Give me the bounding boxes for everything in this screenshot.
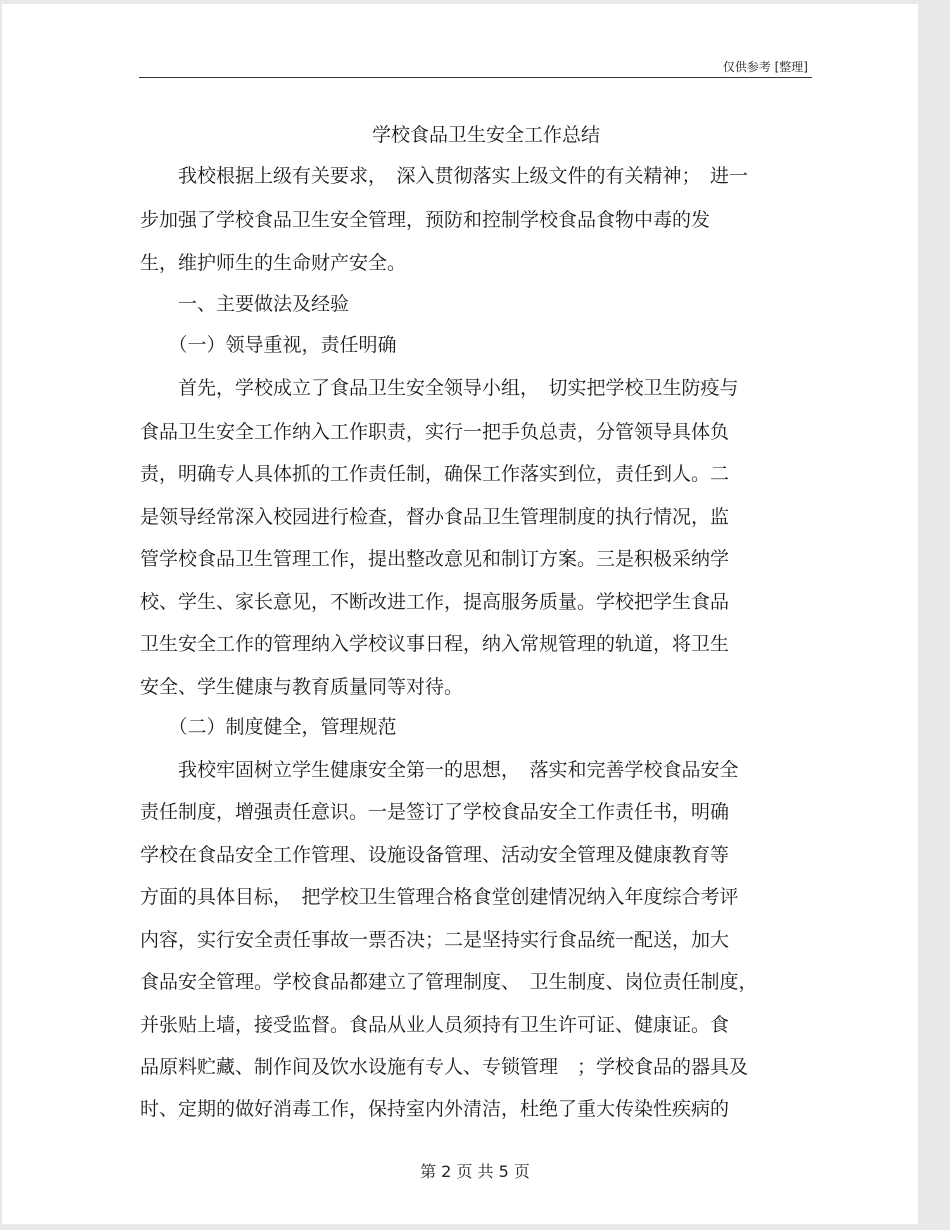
body-line: 是领导经常深入校园进行检查，督办食品卫生管理制度的执行情况，监 [140,506,730,528]
body-line: 卫生安全工作的管理纳入学校议事日程，纳入常规管理的轨道，将卫生 [140,633,730,655]
body-line: 生，维护师生的生命财产安全。 [140,252,407,274]
page-number: 第 2 页 共 5 页 [420,1162,530,1181]
body-line: 我校根据上级有关要求， 深入贯彻落实上级文件的有关精神； 进一 [140,165,749,187]
body-line: 品原料贮藏、制作间及饮水设施有专人、专锁管理 ；学校食品的器具及 [140,1056,749,1078]
body-line: 并张贴上墙，接受监督。食品从业人员须持有卫生许可证、健康证。食 [140,1014,730,1036]
document-page [2,4,918,1224]
body-line: 责任制度，增强责任意识。一是签订了学校食品安全工作责任书，明确 [140,801,730,823]
body-line: 首先，学校成立了食品卫生安全领导小组， 切实把学校卫生防疫与 [140,377,739,399]
body-line: 内容，实行安全责任事故一票否决；二是坚持实行食品统一配送，加大 [140,929,730,951]
body-line: 步加强了学校食品卫生安全管理，预防和控制学校食品食物中毒的发 [140,209,711,231]
body-line: 食品安全管理。学校食品都建立了管理制度、 卫生制度、岗位责任制度， [140,971,758,993]
header-divider [139,77,812,78]
subsection-heading: （二）制度健全，管理规范 [140,716,397,738]
body-line: 我校牢固树立学生健康安全第一的思想， 落实和完善学校食品安全 [140,759,739,781]
body-line: 校、学生、家长意见，不断改进工作，提高服务质量。学校把学生食品 [140,591,730,613]
body-line: 责，明确专人具体抓的工作责任制，确保工作落实到位，责任到人。二 [140,463,730,485]
body-line: 食品卫生安全工作纳入工作职责，实行一把手负总责，分管领导具体负 [140,421,730,443]
body-line: 管学校食品卫生管理工作，提出整改意见和制订方案。三是积极采纳学 [140,548,730,570]
subsection-heading: （一）领导重视，责任明确 [140,334,397,356]
body-line: 时、定期的做好消毒工作，保持室内外清洁，杜绝了重大传染性疾病的 [140,1098,730,1120]
document-title: 学校食品卫生安全工作总结 [371,124,600,146]
header-note: 仅供参考 [整理] [722,60,808,74]
body-line: 方面的具体目标， 把学校卫生管理合格食堂创建情况纳入年度综合考评 [140,886,739,908]
body-line: 学校在食品安全工作管理、设施设备管理、活动安全管理及健康教育等 [140,844,730,866]
body-line: 安全、学生健康与教育质量同等对待。 [140,676,464,698]
section-heading: 一、主要做法及经验 [140,293,350,315]
